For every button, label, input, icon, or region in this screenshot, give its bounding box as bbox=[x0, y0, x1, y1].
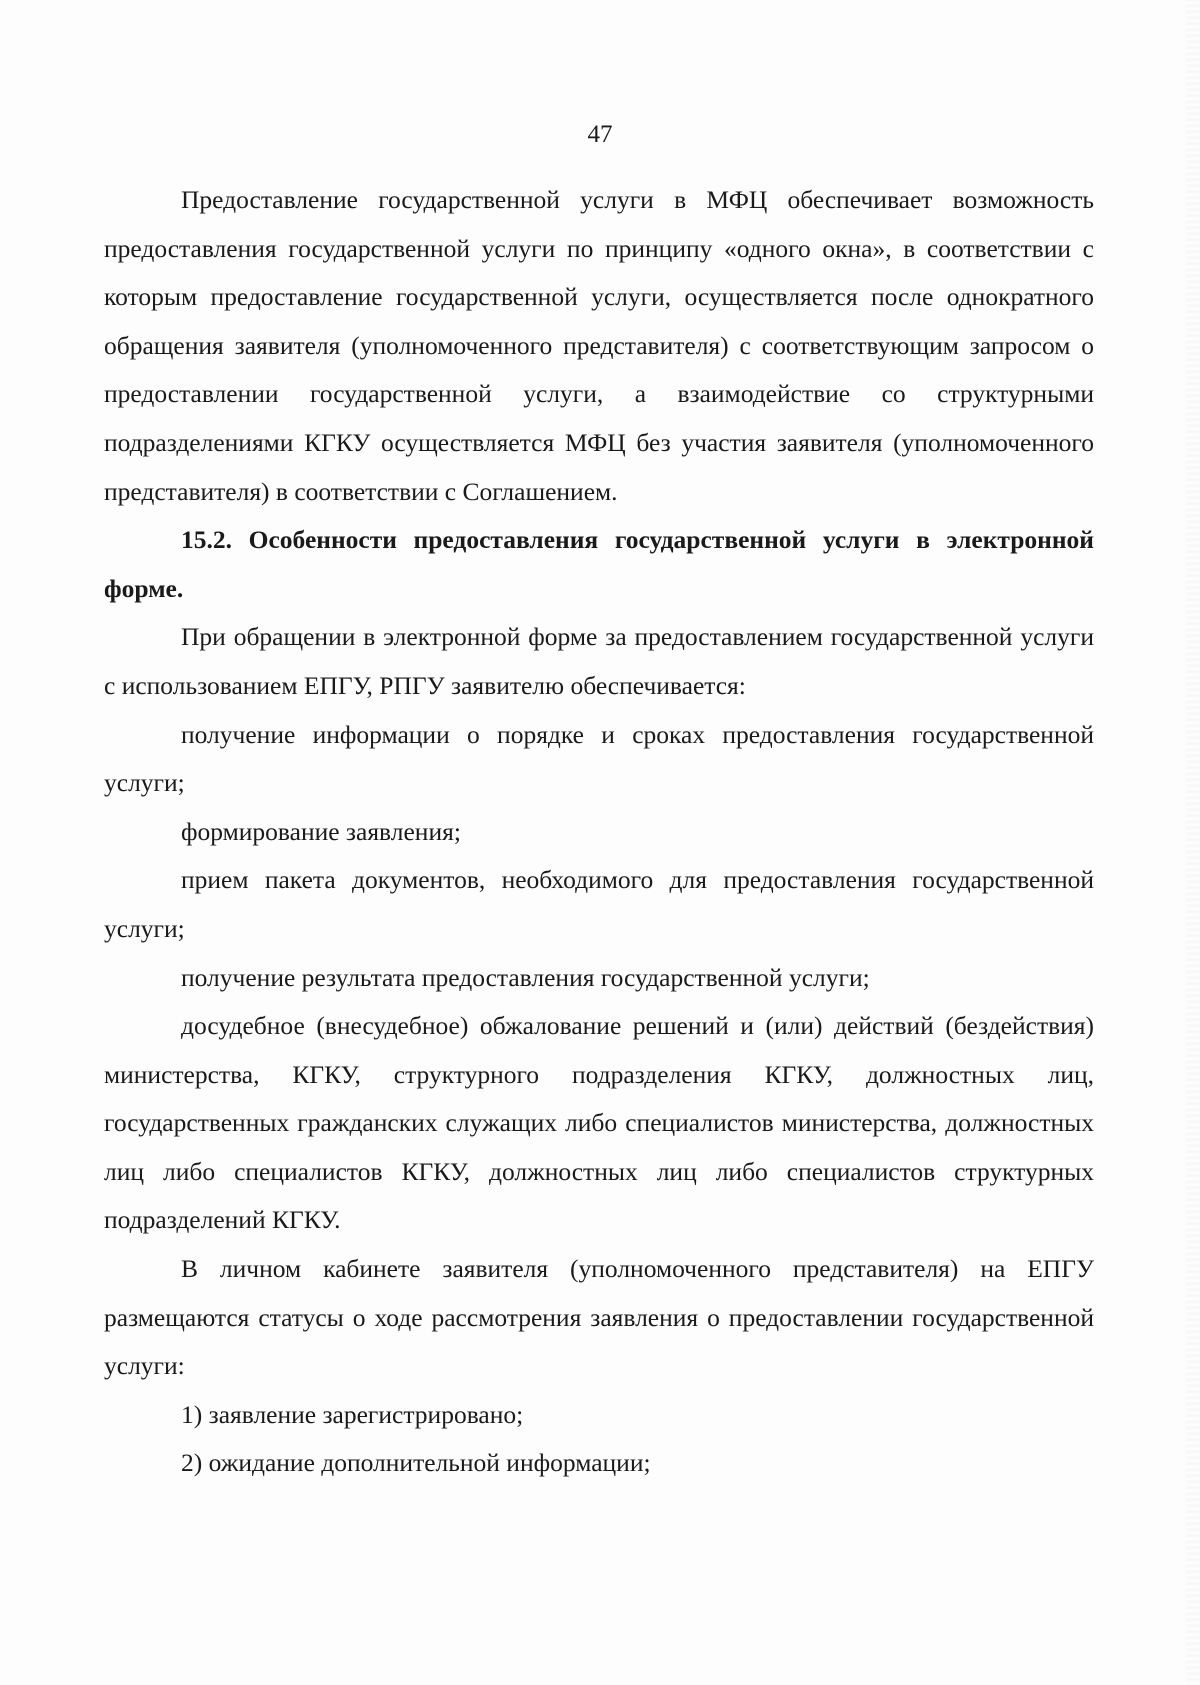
list-item-appeal: досудебное (внесудебное) обжалование решений и (или) действий (бездействия) министерства, КГКУ, структурного подразделения КГКУ, должностных лиц, государственных гражданских служащих либо специалистов министерства, должностных лиц либо специалистов КГКУ, должностных лиц либо специалистов структурных подразделений КГКУ. bbox=[104, 1011, 1094, 1235]
status-item-awaiting-info: 2) ожидание дополнительной информации; bbox=[181, 1448, 651, 1478]
paragraph-electronic-form-intro: При обращении в электронной форме за предоставлением государственной услуги с использованием ЕПГУ, РПГУ заявителю обеспечивается: bbox=[104, 622, 1094, 700]
page-number: 47 bbox=[587, 121, 613, 148]
document-body bbox=[104, 176, 1094, 1488]
paragraph-mfc-one-window: Предоставление государственной услуги в МФЦ обеспечивает возможность предоставления государственной услуги по принципу «одного окна», в соответствии с которым предоставление государственной услуги, осуществляется после однократного обращения заявителя (уполномоченного представителя) с соответствующим запросом о предоставлении государственной услуги, а взаимодействие со структурными подразделениями КГКУ осуществляется МФЦ без участия заявителя (уполномоченного представителя) в соответствии с Соглашением. bbox=[104, 185, 1094, 506]
list-item-result: получение результата предоставления государственной услуги; bbox=[181, 962, 870, 992]
list-item-information: получение информации о порядке и сроках предоставления государственной услуги; bbox=[104, 719, 1094, 798]
scan-edge-artifact bbox=[1186, 0, 1200, 1685]
paragraph-personal-account-statuses: В личном кабинете заявителя (уполномоченного представителя) на ЕПГУ размещаются статусы о ходе рассмотрения заявления о предоставлении государственной услуги: bbox=[104, 1254, 1094, 1381]
status-item-registered: 1) заявление зарегистрировано; bbox=[181, 1399, 524, 1429]
list-item-application-forming: формирование заявления; bbox=[181, 816, 461, 846]
list-item-documents-intake: прием пакета документов, необходимого для предоставления государственной услуги; bbox=[104, 865, 1094, 943]
section-heading-15-2: 15.2. Особенности предоставления государственной услуги в электронной форме. bbox=[104, 525, 1094, 603]
